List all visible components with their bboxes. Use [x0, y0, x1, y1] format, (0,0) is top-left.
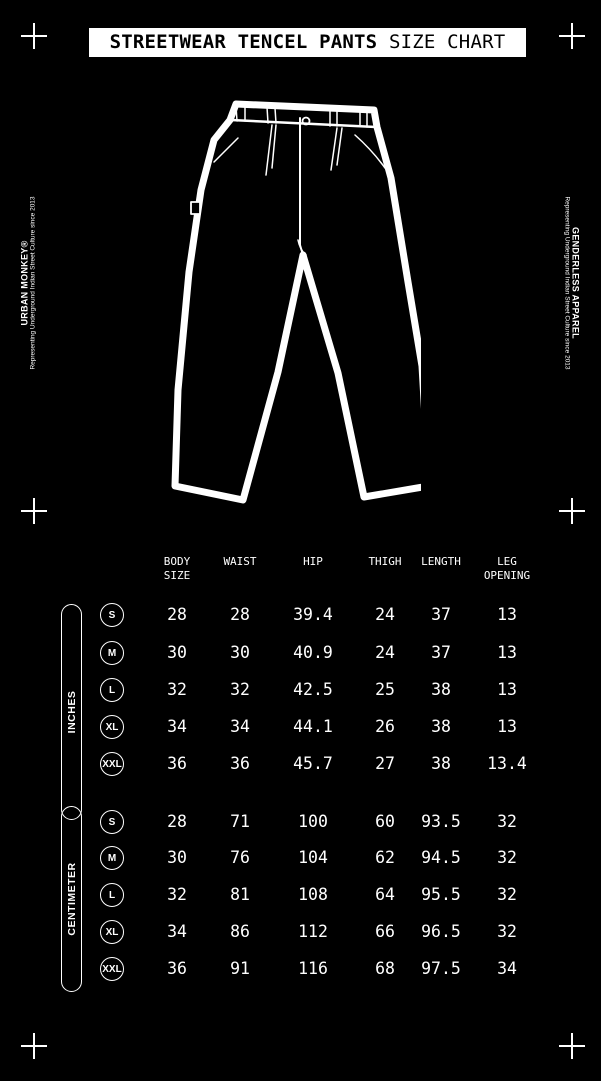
- table-cell: 97.5: [421, 959, 461, 978]
- table-cell: 76: [230, 848, 250, 867]
- table-cell: 28: [230, 605, 250, 624]
- table-cell: 13: [497, 717, 517, 736]
- size-badge: XL: [100, 715, 124, 739]
- table-cell: 24: [375, 643, 395, 662]
- apparel-tagline: Representing Underground Indian Street Culture since 2013: [563, 196, 571, 370]
- column-header: [205, 555, 275, 569]
- brand-right: [564, 196, 581, 369]
- table-cell: 30: [167, 643, 187, 662]
- table-cell: 42.5: [293, 680, 333, 699]
- table-cell: 28: [167, 812, 187, 831]
- inches-unit-label: [61, 604, 82, 820]
- table-cell: 34: [167, 922, 187, 941]
- crosshair-icon: [21, 498, 47, 524]
- table-cell: 34: [230, 717, 250, 736]
- pants-illustration-icon: [165, 95, 421, 505]
- size-badge: S: [100, 810, 124, 834]
- table-cell: 91: [230, 959, 250, 978]
- table-cell: 104: [298, 848, 328, 867]
- column-header-line2: SIZE: [163, 569, 191, 582]
- column-header-line1: WAIST: [223, 555, 257, 568]
- table-cell: 60: [375, 812, 395, 831]
- table-cell: 37: [431, 605, 451, 624]
- size-badge: XXL: [100, 752, 124, 776]
- brand-name: URBAN MONKEY®: [19, 240, 30, 326]
- column-header-line1: LENGTH: [421, 555, 461, 568]
- table-cell: 45.7: [293, 754, 333, 773]
- table-cell: 112: [298, 922, 328, 941]
- table-cell: 68: [375, 959, 395, 978]
- table-cell: 86: [230, 922, 250, 941]
- apparel-label: GENDERLESS APPAREL: [570, 227, 581, 339]
- table-cell: 66: [375, 922, 395, 941]
- column-header: [472, 555, 542, 583]
- table-cell: 40.9: [293, 643, 333, 662]
- table-cell: 30: [167, 848, 187, 867]
- table-cell: 108: [298, 885, 328, 904]
- table-cell: 36: [167, 959, 187, 978]
- size-badge: M: [100, 846, 124, 870]
- table-cell: 100: [298, 812, 328, 831]
- table-cell: 13: [497, 605, 517, 624]
- column-header-line1: HIP: [303, 555, 323, 568]
- table-cell: 27: [375, 754, 395, 773]
- table-cell: 95.5: [421, 885, 461, 904]
- table-cell: 32: [497, 848, 517, 867]
- table-cell: 24: [375, 605, 395, 624]
- crosshair-icon: [559, 1033, 585, 1059]
- table-cell: 44.1: [293, 717, 333, 736]
- table-cell: 36: [167, 754, 187, 773]
- table-cell: 30: [230, 643, 250, 662]
- table-cell: 25: [375, 680, 395, 699]
- table-cell: 71: [230, 812, 250, 831]
- column-header-line1: BODY: [163, 555, 191, 568]
- table-cell: 64: [375, 885, 395, 904]
- table-cell: 37: [431, 643, 451, 662]
- size-badge: S: [100, 603, 124, 627]
- table-cell: 13: [497, 680, 517, 699]
- table-cell: 93.5: [421, 812, 461, 831]
- table-cell: 32: [497, 885, 517, 904]
- table-cell: 39.4: [293, 605, 333, 624]
- size-badge: XL: [100, 920, 124, 944]
- crosshair-icon: [559, 23, 585, 49]
- table-cell: 13: [497, 643, 517, 662]
- crosshair-icon: [21, 23, 47, 49]
- table-cell: 96.5: [421, 922, 461, 941]
- size-badge: XXL: [100, 957, 124, 981]
- title-product: STREETWEAR TENCEL PANTS: [109, 31, 378, 53]
- table-cell: 81: [230, 885, 250, 904]
- table-cell: 34: [497, 959, 517, 978]
- column-header-line1: THIGH: [368, 555, 402, 568]
- size-badge: L: [100, 678, 124, 702]
- column-header-line2: OPENING: [483, 569, 531, 582]
- crosshair-icon: [559, 498, 585, 524]
- column-header: [142, 555, 212, 583]
- table-cell: 28: [167, 605, 187, 624]
- page-title: [89, 28, 526, 57]
- size-badge: M: [100, 641, 124, 665]
- table-cell: 38: [431, 680, 451, 699]
- table-cell: 13.4: [487, 754, 527, 773]
- table-cell: 32: [167, 885, 187, 904]
- table-cell: 36: [230, 754, 250, 773]
- column-header: [278, 555, 348, 569]
- size-badge: L: [100, 883, 124, 907]
- unit-label-text: CENTIMETER: [65, 862, 78, 936]
- unit-label-text: INCHES: [65, 690, 78, 734]
- brand-tagline: Representing Underground Indian Street Culture since 2013: [29, 196, 37, 370]
- table-cell: 34: [167, 717, 187, 736]
- column-header: [406, 555, 476, 569]
- table-cell: 32: [497, 922, 517, 941]
- table-cell: 94.5: [421, 848, 461, 867]
- centimeter-unit-label: [61, 806, 82, 992]
- table-cell: 38: [431, 717, 451, 736]
- table-cell: 26: [375, 717, 395, 736]
- table-cell: 116: [298, 959, 328, 978]
- table-cell: 38: [431, 754, 451, 773]
- column-header-line1: LEG: [497, 555, 517, 568]
- table-cell: 62: [375, 848, 395, 867]
- crosshair-icon: [21, 1033, 47, 1059]
- table-cell: 32: [230, 680, 250, 699]
- table-cell: 32: [497, 812, 517, 831]
- title-suffix: SIZE CHART: [388, 31, 506, 53]
- brand-left: [20, 196, 37, 369]
- table-cell: 32: [167, 680, 187, 699]
